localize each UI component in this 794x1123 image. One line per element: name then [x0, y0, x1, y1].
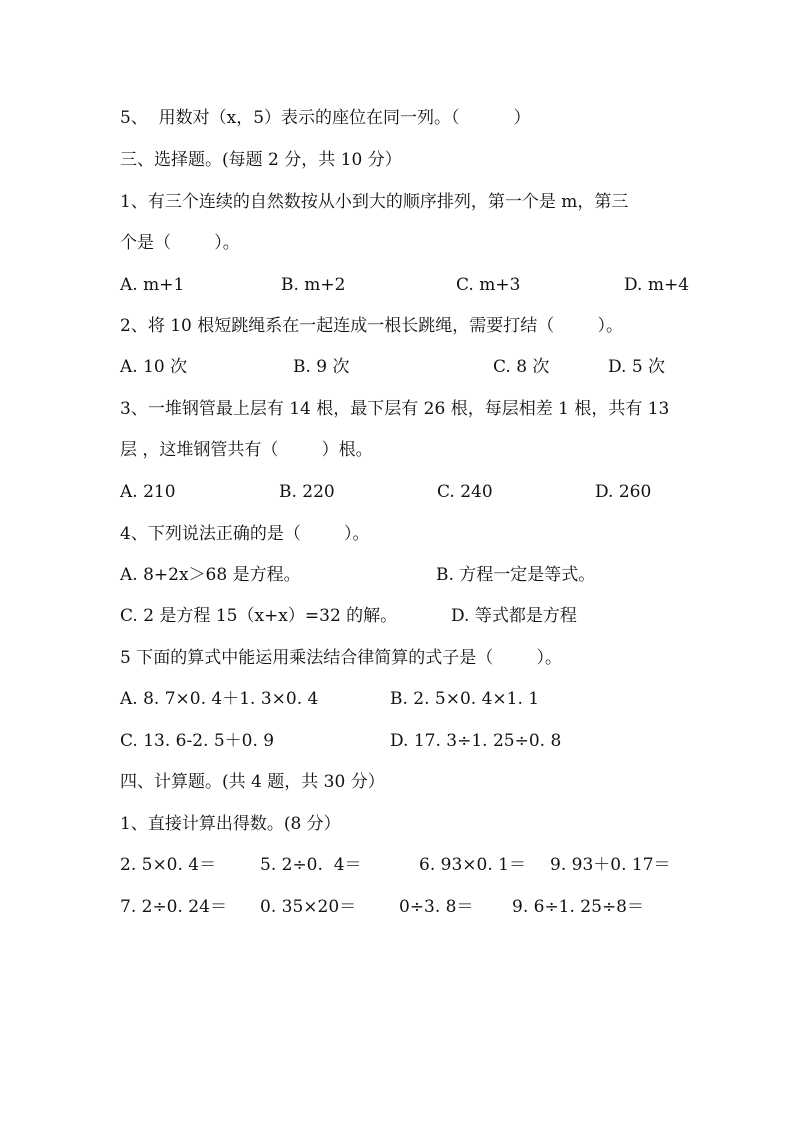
- option-d: D. 等式都是方程: [451, 606, 577, 626]
- option-a: A. 8. 7×0. 4＋1. 3×0. 4: [120, 689, 319, 709]
- calc-item: 2. 5×0. 4＝: [120, 855, 217, 875]
- option-a: A. 210: [120, 482, 176, 502]
- option-c: C. 8 次: [493, 357, 550, 377]
- option-a: A. m+1: [120, 275, 185, 295]
- option-c: C. 240: [437, 482, 493, 502]
- question-3-3-options: [120, 477, 720, 507]
- question-3-3-text: 3、一堆钢管最上层有 14 根，最下层有 26 根，每层相差 1 根，共有 13: [120, 399, 670, 419]
- option-b: B. 9 次: [293, 357, 350, 377]
- option-d: D. 5 次: [608, 357, 666, 377]
- question-4-1-title: 1、直接计算出得数。(8 分）: [120, 814, 341, 834]
- option-c: C. 13. 6-2. 5＋0. 9: [120, 731, 275, 751]
- option-a: A. 10 次: [120, 357, 188, 377]
- question-3-3-text-continued: 层 ，这堆钢管共有（ ）根。: [120, 440, 373, 460]
- option-b: B. 2. 5×0. 4×1. 1: [390, 689, 540, 709]
- calc-item: 7. 2÷0. 24＝: [120, 897, 227, 917]
- question-3-1-options: [120, 270, 720, 300]
- calculation-row-2: [120, 892, 720, 922]
- option-c: C. m+3: [456, 275, 521, 295]
- question-3-2-options: [120, 352, 720, 382]
- question-3-4-options-row-1: [120, 560, 720, 590]
- option-c: C. 2 是方程 15（x+x）=32 的解。: [120, 606, 398, 626]
- calc-item: 0. 35×20＝: [260, 897, 357, 917]
- option-a: A. 8+2x＞68 是方程。: [120, 565, 301, 585]
- question-2-5-text: 5、 用数对（x，5）表示的座位在同一列。（ ）: [120, 108, 531, 128]
- question-3-1-text: 1、有三个连续的自然数按从小到大的顺序排列，第一个是 m，第三: [120, 192, 629, 212]
- calc-item: 9. 93＋0. 17＝: [550, 855, 671, 875]
- option-d: D. 260: [595, 482, 652, 502]
- question-3-5-options-row-1: [120, 684, 720, 714]
- question-3-1-text-continued: 个是（ ）。: [120, 233, 240, 253]
- calc-item: 6. 93×0. 1＝: [419, 855, 526, 875]
- option-b: B. 方程一定是等式。: [436, 565, 596, 585]
- question-3-4-text: 4、下列说法正确的是（ ）。: [120, 524, 370, 544]
- section-3-heading: 三、选择题。(每题 2 分，共 10 分）: [120, 150, 402, 170]
- option-b: B. m+2: [281, 275, 346, 295]
- question-3-2-text: 2、将 10 根短跳绳系在一起连成一根长跳绳，需要打结（ ）。: [120, 316, 623, 336]
- question-3-5-text: 5 下面的算式中能运用乘法结合律简算的式子是（ ）。: [120, 648, 562, 668]
- option-d: D. m+4: [624, 275, 690, 295]
- calc-item: 9. 6÷1. 25÷8＝: [512, 897, 644, 917]
- option-b: B. 220: [279, 482, 335, 502]
- option-d: D. 17. 3÷1. 25÷0. 8: [390, 731, 562, 751]
- question-3-5-options-row-2: [120, 726, 720, 756]
- calculation-row-1: [120, 850, 720, 880]
- question-3-4-options-row-2: [120, 601, 720, 631]
- section-4-heading: 四、计算题。(共 4 题，共 30 分）: [120, 772, 385, 792]
- calc-item: 5. 2÷0. 4＝: [260, 855, 362, 875]
- calc-item: 0÷3. 8＝: [399, 897, 474, 917]
